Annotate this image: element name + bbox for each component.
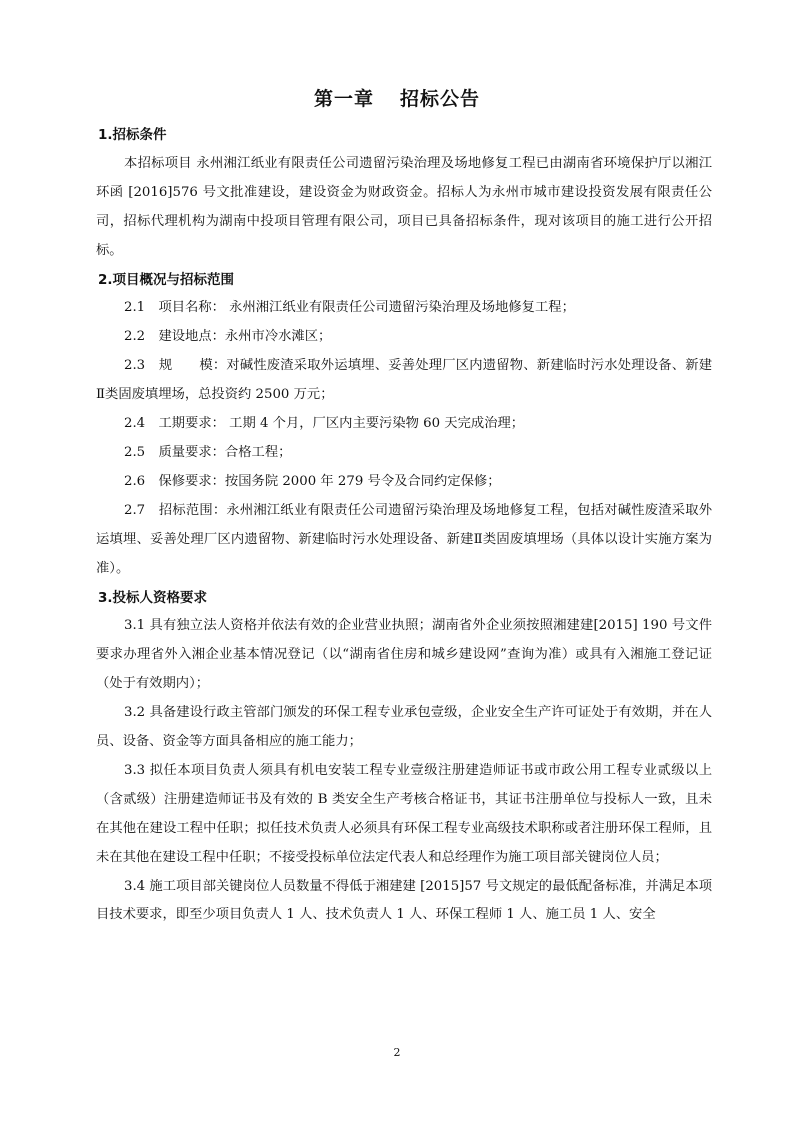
list-item: 2.1 项目名称： 永州湘江纸业有限责任公司遗留污染治理及场地修复工程； (124, 300, 575, 316)
list-item: 2.2 建设地点：永州市冷水滩区； (124, 329, 332, 345)
paragraph: 本招标项目 永州湘江纸业有限责任公司遗留污染治理及场地修复工程已由湖南省环境保护厅以湘江环函 [2016]576 号文批准建设，建设资金为财政资金。招标人为永州市城市建设投资发展有限责任公司，招标代理机构为湖南中投项目管理有限公司，项目已具备招标条件，现对该项目的施工进行公开招标。 (96, 155, 712, 258)
list-item: 3.4 施工项目部关键岗位人员数量不得低于湘建建 [2015]57 号文规定的最低配备标准，并满足本项目技术要求，即至少项目负责人 1 人、技术负责人 1 人、环保工程师 1 人、施工员 1 人、安全 (96, 878, 712, 923)
list-item: 2.3 规 模：对碱性废渣采取外运填埋、妥善处理厂区内遗留物、新建临时污水处理设备、新建Ⅱ类固废填埋场，总投资约 2500 万元； (96, 358, 712, 403)
list-item: 3.2 具备建设行政主管部门颁发的环保工程专业承包壹级，企业安全生产许可证处于有效期，并在人员、设备、资金等方面具备相应的施工能力； (96, 705, 712, 750)
list-item: 2.5 质量要求：合格工程； (124, 444, 292, 460)
page-number: 2 (393, 1046, 401, 1059)
chapter-heading: 招标公告 (400, 88, 481, 110)
list-item: 2.6 保修要求：按国务院 2000 年 279 号令及合同约定保修； (124, 473, 501, 489)
section-heading: 3.投标人资格要求 (98, 589, 208, 606)
section-heading: 1.招标条件 (98, 127, 167, 143)
document-body (96, 121, 712, 930)
chapter-title (0, 84, 794, 111)
list-item: 3.3 拟任本项目负责人须具有机电安装工程专业壹级注册建造师证书或市政公用工程专业贰级以上（含贰级）注册建造师证书及有效的 B 类安全生产考核合格证书，其证书注册单位与投标人一致，且未在其他在建设工程中任职；拟任技术负责人必须具有环保工程专业高级技术职称或者注册环保工程师，且未在其他在建设工程中任职；不接受投标单位法定代表人和总经理作为施工项目部关键岗位人员； (96, 762, 712, 865)
list-item: 2.7 招标范围：永州湘江纸业有限责任公司遗留污染治理及场地修复工程，包括对碱性废渣采取外运填埋、妥善处理厂区内遗留物、新建临时污水处理设备、新建Ⅱ类固废填埋场（具体以设计实施方案为准）。 (96, 502, 712, 576)
section-heading: 2.项目概况与招标范围 (98, 271, 235, 288)
list-item: 2.4 工期要求： 工期 4 个月，厂区内主要污染物 60 天完成治理； (124, 416, 525, 432)
chapter-number: 第一章 (313, 88, 374, 110)
list-item: 3.1 具有独立法人资格并依法有效的企业营业执照；湖南省外企业须按照湘建建[2015] 190 号文件要求办理省外入湘企业基本情况登记（以“湖南省住房和城乡建设网”查询为准）或具有入湘施工登记证（处于有效期内）； (96, 618, 712, 692)
